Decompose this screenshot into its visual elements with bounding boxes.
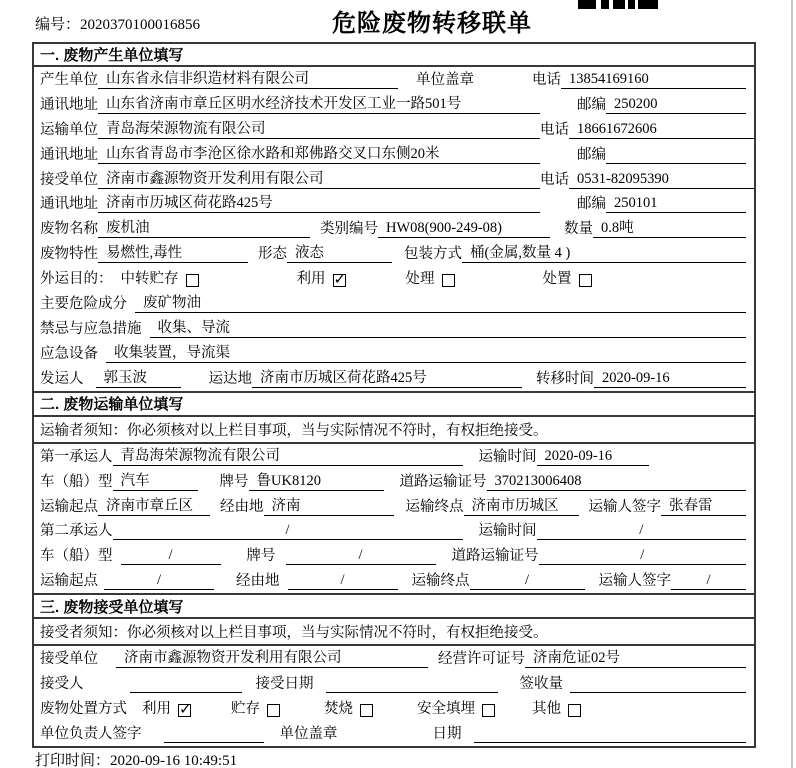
origin2-label: 运输起点 — [40, 573, 98, 590]
carrier2-time-value: / — [537, 521, 747, 540]
head-sign-row — [34, 721, 754, 746]
end1-value: 济南市历城区 — [464, 497, 579, 516]
transporter-zip-label: 邮编 — [577, 146, 606, 163]
waste-name-value: 废机油 — [98, 219, 310, 238]
producer-label: 产生单位 — [40, 71, 98, 88]
origin1-value: 济南市章丘区 — [98, 497, 210, 516]
transporter-row — [34, 117, 754, 142]
disposal-option-store: 贮存 — [231, 697, 280, 718]
waste-name-label: 废物名称 — [40, 221, 98, 238]
transfer-time-label: 转移时间 — [536, 370, 594, 387]
purpose-option-transfer: 中转贮存 — [121, 267, 199, 288]
plate2-value: / — [286, 546, 436, 565]
plate2-label: 牌号 — [246, 548, 276, 565]
transfer-checkbox — [186, 274, 199, 287]
transporter-addr-label: 通讯地址 — [40, 146, 98, 163]
doc-number-value: 2020370100016856 — [80, 17, 201, 33]
disposal-incinerate-checkbox — [360, 704, 373, 717]
vehicle1-value: 汽车 — [113, 472, 198, 491]
unit-seal-label-2: 单位盖章 — [279, 725, 338, 742]
end1-label: 运输终点 — [405, 498, 464, 515]
form-label: 形态 — [258, 246, 287, 263]
page-title: 危险废物转移联单 — [332, 10, 532, 37]
dispose-checkbox — [579, 274, 592, 287]
receiver-row — [34, 167, 754, 192]
head-sign-value — [164, 724, 264, 743]
section3-notice: 接受者须知：你必须核对以上栏目事项，当与实际情况不符时，有权拒绝接受。 — [34, 619, 754, 646]
disposal-option-use: 利用 ✓ — [142, 697, 191, 718]
carrier1-time-value: 2020-09-16 — [537, 447, 649, 466]
hazard-value: 废矿物油 — [135, 294, 746, 313]
hazard-row — [34, 291, 754, 316]
equipment-row — [34, 341, 754, 366]
producer-phone-label: 电话 — [532, 71, 561, 88]
disposal-option-other: 其他 — [532, 697, 581, 718]
disposal-store-checkbox — [267, 704, 280, 717]
disposal-option-incinerate: 焚烧 — [324, 697, 373, 718]
receiver-addr-row — [34, 192, 754, 217]
end2-label: 运输终点 — [411, 573, 470, 590]
consignor-row — [34, 366, 754, 391]
print-time — [35, 749, 237, 768]
print-time-value: 2020-09-16 10:49:51 — [110, 753, 238, 768]
carrier2-row — [34, 519, 754, 544]
receiver-label: 接受单位 — [40, 171, 98, 188]
equipment-label: 应急设备 — [40, 345, 98, 362]
purpose-label: 外运目的： — [40, 271, 113, 288]
disposal-use-checkbox — [178, 704, 191, 717]
section2-notice: 运输者须知：你必须核对以上栏目事项，当与实际情况不符时，有权拒绝接受。 — [34, 417, 754, 444]
road-permit2-value: / — [539, 546, 747, 565]
vehicle2-row — [34, 543, 754, 568]
category-label: 类别编号 — [320, 221, 378, 238]
plate1-value: 鲁UK8120 — [249, 472, 384, 491]
carrier1-value: 青岛海荣源物流有限公司 — [113, 447, 463, 466]
section2-title: 二. 废物运输单位填写 — [34, 391, 754, 417]
vehicle1-row — [34, 469, 754, 494]
transporter-zip-value — [606, 145, 746, 164]
transporter-label: 运输单位 — [40, 121, 98, 138]
date-label: 日期 — [432, 725, 462, 742]
producer-addr-row — [34, 92, 754, 117]
consignor-label: 发运人 — [40, 370, 84, 387]
carrier2-time-label: 运输时间 — [478, 523, 537, 540]
route2-row — [34, 568, 754, 593]
receiver-zip-value: 250101 — [606, 194, 746, 213]
plate1-label: 牌号 — [219, 473, 249, 490]
waste-name-row — [34, 216, 754, 241]
purpose-row — [34, 266, 754, 291]
sign1-value: 张春雷 — [661, 497, 746, 516]
producer-zip-value: 250200 — [606, 95, 746, 114]
carrier1-label: 第一承运人 — [40, 448, 113, 465]
end2-value: / — [470, 571, 585, 590]
form-value: 液态 — [287, 244, 392, 263]
treat-checkbox — [442, 274, 455, 287]
producer-addr-label: 通讯地址 — [40, 96, 98, 113]
origin2-value: / — [104, 571, 214, 590]
license-label: 经营许可证号 — [438, 651, 525, 668]
origin1-label: 运输起点 — [40, 498, 98, 515]
via2-label: 经由地 — [236, 573, 280, 590]
acceptor-value — [130, 674, 242, 693]
equipment-value: 收集装置，导流渠 — [106, 344, 746, 363]
hazard-label: 主要危险成分 — [40, 296, 127, 313]
road-permit1-label: 道路运输证号 — [399, 473, 487, 490]
dest-value: 济南市历城区荷花路425号 — [252, 369, 522, 388]
section3-title: 三. 废物接受单位填写 — [34, 593, 754, 619]
taboo-label: 禁忌与应急措施 — [40, 320, 142, 337]
vehicle2-label: 车（船）型 — [40, 548, 113, 565]
producer-zip-label: 邮编 — [577, 96, 606, 113]
transfer-time-value: 2020-09-16 — [594, 369, 746, 388]
doc-number-label: 编号： — [35, 17, 81, 33]
consignor-value: 郭玉波 — [96, 369, 181, 388]
accept-unit-row — [34, 646, 754, 671]
purpose-option-treat: 处理 — [406, 267, 455, 288]
packing-label: 包装方式 — [404, 246, 462, 263]
producer-addr-value: 山东省济南市章丘区明水经济技术开发区工业一路501号 — [98, 95, 540, 114]
transporter-addr-row — [34, 142, 754, 167]
producer-phone-value: 13854169160 — [561, 70, 746, 89]
via1-value: 济南 — [264, 497, 394, 516]
route1-row — [34, 494, 754, 519]
packing-value: 桶(金属,数量 4 ) — [462, 244, 746, 263]
via1-label: 经由地 — [220, 498, 264, 515]
waste-character-row — [34, 241, 754, 266]
purpose-option-use: 利用 ✓ — [297, 267, 346, 288]
via2-value: / — [288, 571, 398, 590]
vehicle2-value: / — [121, 546, 221, 565]
qrcode-fragment-icon — [578, 0, 658, 9]
accept-unit-label: 接受单位 — [40, 651, 98, 668]
transporter-value: 青岛海荣源物流有限公司 — [98, 120, 540, 139]
transporter-addr-value: 山东省青岛市李沧区徐水路和郑佛路交叉口东侧20米 — [98, 145, 540, 164]
carrier1-time-label: 运输时间 — [478, 448, 537, 465]
manifest-form — [32, 42, 756, 748]
receipt-qty-label: 签收量 — [519, 676, 563, 693]
disposal-row — [34, 696, 754, 721]
sign1-label: 运输人签字 — [588, 498, 661, 515]
vehicle1-label: 车（船）型 — [40, 473, 113, 490]
category-value: HW08(900-249-08) — [378, 219, 550, 238]
sign2-value: / — [671, 571, 746, 590]
print-time-label: 打印时间： — [35, 753, 111, 768]
producer-value: 山东省永信非织造材料有限公司 — [98, 70, 398, 89]
transporter-phone-value: 18661672606 — [569, 120, 754, 139]
disposal-label: 废物处置方式 — [40, 700, 127, 717]
carrier2-label: 第二承运人 — [40, 523, 113, 540]
accept-date-value — [326, 674, 498, 693]
receiver-addr-label: 通讯地址 — [40, 196, 98, 213]
purpose-option-dispose: 处置 — [543, 267, 592, 288]
accept-unit-value: 济南市鑫源物资开发利用有限公司 — [116, 649, 428, 668]
use-checkbox — [333, 274, 346, 287]
receiver-zip-label: 邮编 — [577, 196, 606, 213]
disposal-other-checkbox — [568, 704, 581, 717]
receipt-qty-value — [570, 674, 746, 693]
taboo-row — [34, 316, 754, 341]
qty-label: 数量 — [564, 221, 593, 238]
page-edge-divider — [791, 0, 793, 768]
transporter-phone-label: 电话 — [540, 121, 569, 138]
road-permit2-label: 道路运输证号 — [451, 548, 539, 565]
section1-title: 一. 废物产生单位填写 — [34, 44, 754, 67]
producer-row — [34, 67, 754, 92]
unit-seal-label: 单位盖章 — [416, 71, 474, 88]
receiver-value: 济南市鑫源物资开发利用有限公司 — [98, 170, 540, 189]
doc-number — [35, 13, 200, 34]
acceptor-label: 接受人 — [40, 676, 84, 693]
date-value — [474, 724, 747, 743]
carrier1-row — [34, 444, 754, 469]
disposal-landfill-checkbox — [482, 704, 495, 717]
license-value: 济南危证02号 — [525, 649, 746, 668]
carrier2-value: / — [113, 521, 463, 540]
qty-value: 0.8吨 — [593, 219, 746, 238]
sign2-label: 运输人签字 — [598, 573, 671, 590]
character-value: 易燃性,毒性 — [98, 244, 248, 263]
acceptor-row — [34, 671, 754, 696]
receiver-phone-value: 0531-82095390 — [569, 170, 754, 189]
taboo-value: 收集、导流 — [150, 319, 747, 338]
disposal-option-landfill: 安全填埋 — [417, 697, 495, 718]
receiver-phone-label: 电话 — [540, 171, 569, 188]
head-sign-label: 单位负责人签字 — [40, 725, 142, 742]
dest-label: 运达地 — [208, 370, 252, 387]
road-permit1-value: 370213006408 — [487, 472, 747, 491]
receiver-addr-value: 济南市历城区荷花路425号 — [98, 194, 540, 213]
character-label: 废物特性 — [40, 246, 98, 263]
accept-date-label: 接受日期 — [255, 676, 314, 693]
